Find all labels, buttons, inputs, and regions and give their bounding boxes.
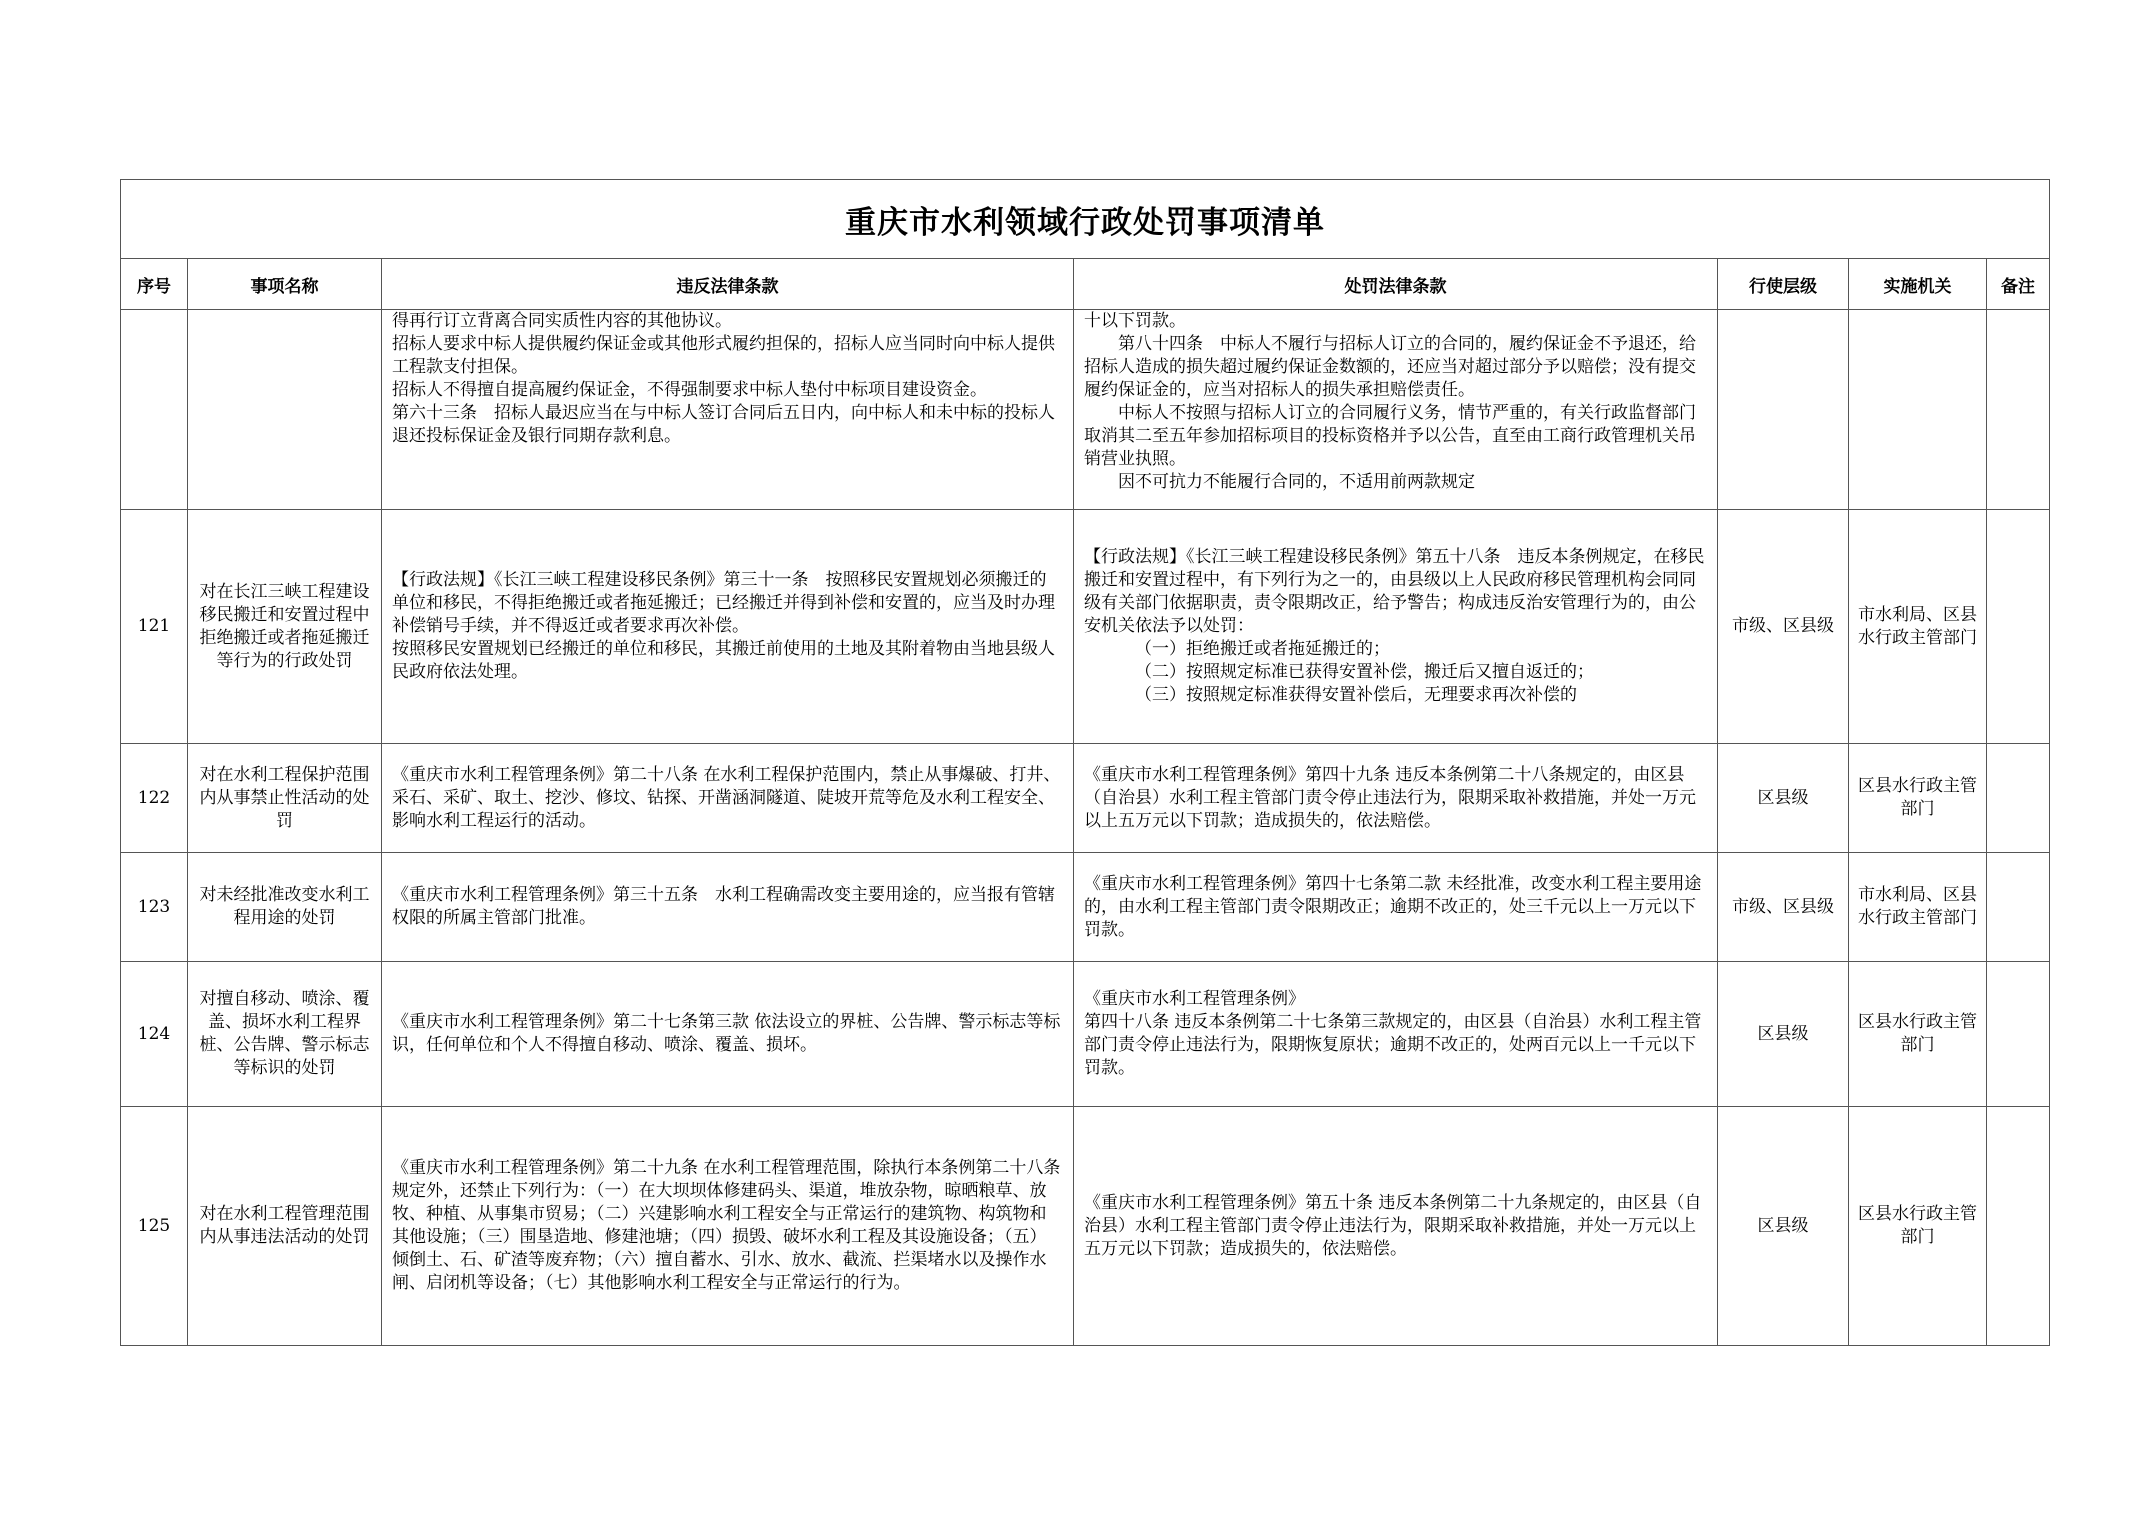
cell-name: 对在长江三峡工程建设移民搬迁和安置过程中拒绝搬迁或者拖延搬迁等行为的行政处罚 — [188, 510, 382, 744]
cell-level: 区县级 — [1718, 962, 1849, 1107]
cell-level — [1718, 310, 1849, 510]
cell-penalty — [1074, 744, 1718, 853]
text-line: 《重庆市水利工程管理条例》第四十七条第二款 未经批准，改变水利工程主要用途的，由水利工程主管部门责令限期改正；逾期不改正的，处三千元以上一万元以下罚款。 — [1084, 873, 1702, 940]
cell-name: 对未经批准改变水利工程用途的处罚 — [188, 853, 382, 962]
text-line: 中标人不按照与招标人订立的合同履行义务，情节严重的，有关行政监督部门取消其二至五年参加招标项目的投标资格并予以公告，直至由工商行政管理机关吊销营业执照。 — [1084, 403, 1696, 469]
text-line: （一）拒绝搬迁或者拖延搬迁的； — [1135, 639, 1390, 659]
text-line: 《重庆市水利工程管理条例》 — [1084, 989, 1305, 1009]
table-row — [121, 962, 2050, 1107]
cell-agency: 区县水行政主管部门 — [1849, 744, 1987, 853]
text-line: 招标人不得擅自提高履约保证金，不得强制要求中标人垫付中标项目建设资金。 — [392, 380, 987, 400]
cell-remark — [1987, 744, 2050, 853]
cell-penalty — [1074, 853, 1718, 962]
cell-violation — [382, 1107, 1074, 1346]
cell-penalty — [1074, 310, 1718, 510]
table-row — [121, 510, 2050, 744]
cell-no: 125 — [121, 1107, 188, 1346]
cell-remark — [1987, 1107, 2050, 1346]
text-line: 【行政法规】《长江三峡工程建设移民条例》第五十八条 违反本条例规定，在移民搬迁和安置过程中，有下列行为之一的，由县级以上人民政府移民管理机构会同同级有关部门依据职责，责令限期改正，给予警告；构成违反治安管理行为的，由公安机关依法予以处罚： — [1084, 547, 1705, 636]
header-penalty: 处罚法律条款 — [1074, 259, 1718, 310]
text-line: 得再行订立背离合同实质性内容的其他协议。 — [392, 311, 732, 331]
cell-no: 123 — [121, 853, 188, 962]
text-line: 《重庆市水利工程管理条例》第二十七条第三款 依法设立的界桩、公告牌、警示标志等标识，任何单位和个人不得擅自移动、喷涂、覆盖、损坏。 — [392, 1012, 1061, 1055]
cell-agency — [1849, 310, 1987, 510]
text-line: 招标人要求中标人提供履约保证金或其他形式履约担保的，招标人应当同时向中标人提供工程款支付担保。 — [392, 334, 1055, 377]
cell-no: 121 — [121, 510, 188, 744]
cell-no: 124 — [121, 962, 188, 1107]
cell-name: 对在水利工程管理范围内从事违法活动的处罚 — [188, 1107, 382, 1346]
table-header-row — [121, 259, 2050, 310]
text-line: 《重庆市水利工程管理条例》第三十五条 水利工程确需改变主要用途的，应当报有管辖权限的所属主管部门批准。 — [392, 885, 1055, 928]
text-line: 第六十三条 招标人最迟应当在与中标人签订合同后五日内，向中标人和未中标的投标人退还投标保证金及银行同期存款利息。 — [392, 403, 1055, 446]
cell-name: 对在水利工程保护范围内从事禁止性活动的处罚 — [188, 744, 382, 853]
cell-level: 区县级 — [1718, 1107, 1849, 1346]
text-line: （三）按照规定标准获得安置补偿后，无理要求再次补偿的 — [1135, 685, 1577, 705]
cell-agency: 市水利局、区县水行政主管部门 — [1849, 510, 1987, 744]
cell-penalty — [1074, 1107, 1718, 1346]
cell-remark — [1987, 853, 2050, 962]
text-line: 十以下罚款。 — [1084, 311, 1186, 331]
page-title: 重庆市水利领域行政处罚事项清单 — [121, 180, 2050, 259]
cell-level: 市级、区县级 — [1718, 510, 1849, 744]
header-level: 行使层级 — [1718, 259, 1849, 310]
cell-violation — [382, 744, 1074, 853]
cell-remark — [1987, 310, 2050, 510]
cell-penalty — [1074, 962, 1718, 1107]
cell-no — [121, 310, 188, 510]
cell-name — [188, 310, 382, 510]
cell-violation — [382, 962, 1074, 1107]
cell-no: 122 — [121, 744, 188, 853]
header-remark: 备注 — [1987, 259, 2050, 310]
penalty-table — [120, 179, 2050, 1346]
table-row — [121, 1107, 2050, 1346]
cell-agency: 区县水行政主管部门 — [1849, 962, 1987, 1107]
cell-violation — [382, 510, 1074, 744]
text-line: 《重庆市水利工程管理条例》第四十九条 违反本条例第二十八条规定的，由区县（自治县）水利工程主管部门责令停止违法行为，限期采取补救措施，并处一万元以上五万元以下罚款；造成损失的，依法赔偿。 — [1084, 764, 1696, 831]
cell-penalty — [1074, 510, 1718, 744]
text-line: 第八十四条 中标人不履行与招标人订立的合同的，履约保证金不予退还，给招标人造成的损失超过履约保证金数额的，还应当对超过部分予以赔偿；没有提交履约保证金的，应当对招标人的损失承担赔偿责任。 — [1084, 334, 1696, 400]
text-line: 【行政法规】《长江三峡工程建设移民条例》第三十一条 按照移民安置规划必须搬迁的单位和移民，不得拒绝搬迁或者拖延搬迁；已经搬迁并得到补偿和安置的，应当及时办理补偿销号手续，并不得返迁或者要求再次补偿。 — [392, 570, 1055, 636]
table-row — [121, 744, 2050, 853]
document-sheet — [120, 179, 2049, 1346]
cell-level: 区县级 — [1718, 744, 1849, 853]
text-line: （二）按照规定标准已获得安置补偿，搬迁后又擅自返迁的； — [1135, 662, 1594, 682]
header-agency: 实施机关 — [1849, 259, 1987, 310]
cell-agency: 市水利局、区县水行政主管部门 — [1849, 853, 1987, 962]
text-line: 《重庆市水利工程管理条例》第五十条 违反本条例第二十九条规定的，由区县（自治县）水利工程主管部门责令停止违法行为，限期采取补救措施，并处一万元以上五万元以下罚款；造成损失的，依法赔偿。 — [1084, 1192, 1702, 1259]
table-row-continuation — [121, 310, 2050, 510]
cell-remark — [1987, 962, 2050, 1107]
cell-violation — [382, 853, 1074, 962]
cell-agency: 区县水行政主管部门 — [1849, 1107, 1987, 1346]
cell-name: 对擅自移动、喷涂、覆盖、损坏水利工程界桩、公告牌、警示标志等标识的处罚 — [188, 962, 382, 1107]
text-line: 《重庆市水利工程管理条例》第二十八条 在水利工程保护范围内，禁止从事爆破、打井、采石、采矿、取土、挖沙、修坟、钻探、开凿涵洞隧道、陡坡开荒等危及水利工程安全、影响水利工程运行的活动。 — [392, 764, 1061, 831]
text-line: 《重庆市水利工程管理条例》第二十九条 在水利工程管理范围，除执行本条例第二十八条规定外，还禁止下列行为：（一）在大坝坝体修建码头、渠道，堆放杂物，晾晒粮草、放牧、种植、从事集市贸易；（二）兴建影响水利工程安全与正常运行的建筑物、构筑物和其他设施；（三）围垦造地、修建池塘；（四）损毁、破坏水利工程及其设施设备；（五）倾倒土、石、矿渣等废弃物；（六）擅自蓄水、引水、放水、截流、拦渠堵水以及操作水闸、启闭机等设备；（七）其他影响水利工程安全与正常运行的行为。 — [392, 1158, 1061, 1293]
header-violation: 违反法律条款 — [382, 259, 1074, 310]
cell-remark — [1987, 510, 2050, 744]
text-line: 因不可抗力不能履行合同的，不适用前两款规定 — [1118, 472, 1475, 492]
cell-level: 市级、区县级 — [1718, 853, 1849, 962]
text-line: 按照移民安置规划已经搬迁的单位和移民，其搬迁前使用的土地及其附着物由当地县级人民政府依法处理。 — [392, 639, 1055, 682]
header-name: 事项名称 — [188, 259, 382, 310]
cell-violation — [382, 310, 1074, 510]
header-no: 序号 — [121, 259, 188, 310]
text-line: 第四十八条 违反本条例第二十七条第三款规定的，由区县（自治县）水利工程主管部门责令停止违法行为，限期恢复原状；逾期不改正的，处两百元以上一千元以下罚款。 — [1084, 1012, 1702, 1078]
table-row — [121, 853, 2050, 962]
